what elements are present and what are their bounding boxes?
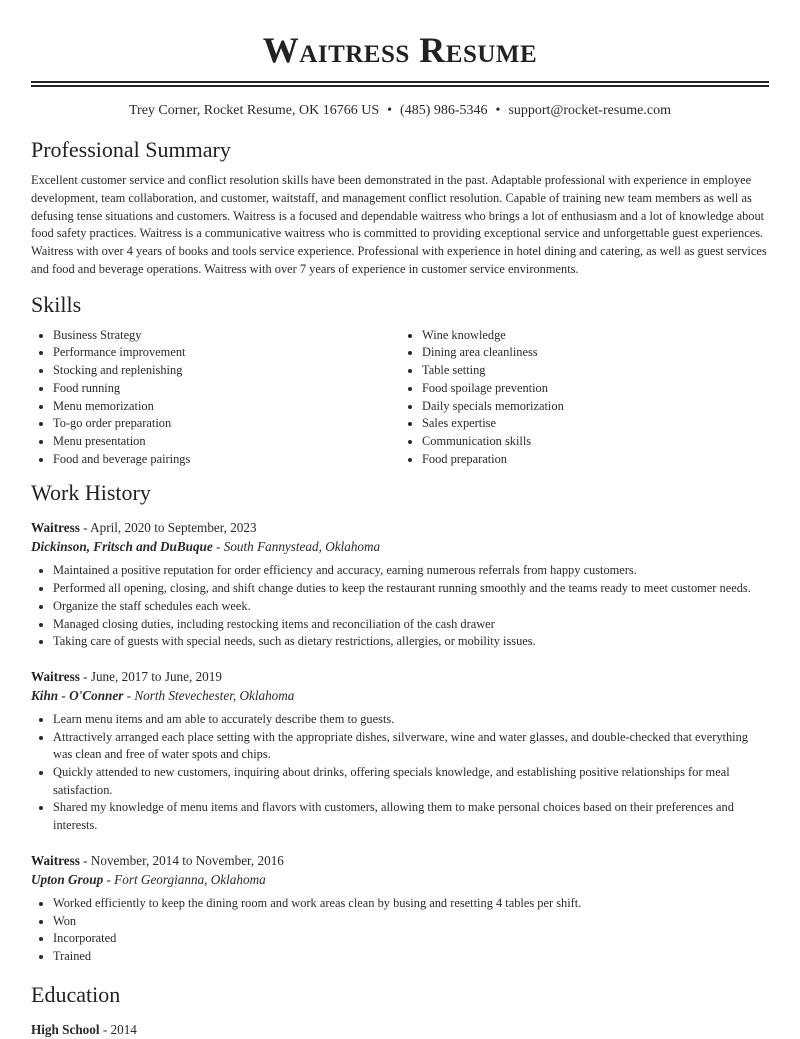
job-bullets xyxy=(31,711,769,835)
education-dates: - 2014 xyxy=(99,1021,137,1037)
skills-heading: Skills xyxy=(31,291,82,317)
skill-item: • To-go order preparation xyxy=(53,415,400,433)
job-entry xyxy=(31,667,769,835)
skill-item: • Food spoilage prevention xyxy=(422,380,769,398)
employer-location: - South Fannystead, Oklahoma xyxy=(212,539,381,555)
school-name: High School xyxy=(31,1021,100,1037)
contact-address: Trey Corner, Rocket Resume, OK 16766 US xyxy=(128,103,380,118)
job-bullet: • Incorporated xyxy=(53,930,769,948)
skill-item: • Food and beverage pairings xyxy=(53,451,400,469)
job-bullet: • Attractively arranged each place setting with the appropriate dishes, silverware, wine and water glasses, and double-checked that everything was clean and free of water spots and chips. xyxy=(53,729,769,764)
skill-item: • Daily specials memorization xyxy=(422,398,769,416)
employer-name: Upton Group xyxy=(31,871,104,887)
summary-text: Excellent customer service and conflict resolution skills have been demonstrated in the past. Adaptable professional with experience in employee development, team collaboration, and customer, waitstaff, and management conflict resolution. Capable of training new team members as well as defusing tense situations and customers. Waitress is a focused and dependable waitress who brings a lot of enthusiasm and a lot of knowledge about food safety practices. Waitress is a communicative waitress who is committed to providing exceptional service and unforgettable guest experiences. Waitress with over 4 years of books and tools service experience. Professional with experience in hotel dining and catering, as well as guest services and food and beverage operations. Waitress with over 7 years of experience in customer service environments. xyxy=(31,173,767,276)
job-bullets xyxy=(31,895,769,966)
summary-heading: Professional Summary xyxy=(31,137,231,162)
job-title: Waitress xyxy=(31,852,80,868)
contact-phone: (485) 986-5346 xyxy=(400,103,488,118)
job-bullet: • Quickly attended to new customers, inquiring about drinks, offering specials knowledge, and establishing positive relationships for meal satisfaction. xyxy=(53,764,769,799)
job-bullet: • Organize the staff schedules each week. xyxy=(53,598,769,616)
skill-item: • Table setting xyxy=(422,362,769,380)
employer-name: Dickinson, Fritsch and DuBuque xyxy=(31,539,213,555)
education-line xyxy=(31,1020,769,1039)
job-bullet: • Learn menu items and am able to accurately describe them to guests. xyxy=(53,711,769,729)
bullet-separator: • xyxy=(495,103,501,118)
job-entry xyxy=(31,518,769,651)
employer-line xyxy=(31,870,769,889)
bullet-separator: • xyxy=(387,103,393,118)
job-bullet: • Trained xyxy=(53,948,769,966)
skill-item: • Menu presentation xyxy=(53,433,400,451)
job-dates: - June, 2017 to June, 2019 xyxy=(79,668,222,684)
job-title: Waitress xyxy=(31,520,80,536)
skill-item: • Food preparation xyxy=(422,451,769,469)
skill-item: • Dining area cleanliness xyxy=(422,344,769,362)
employer-location: - Fort Georgianna, Oklahoma xyxy=(103,871,266,887)
job-bullet: • Shared my knowledge of menu items and flavors with customers, allowing them to make personal choices based on their preferences and interests. xyxy=(53,799,769,834)
job-bullet: • Won xyxy=(53,913,769,931)
job-title-line xyxy=(31,851,769,870)
title-divider-top xyxy=(31,81,769,83)
job-dates: - November, 2014 to November, 2016 xyxy=(79,852,284,868)
skill-item: • Food running xyxy=(53,380,400,398)
employer-line xyxy=(31,686,769,705)
job-bullet: • Taking care of guests with special needs, such as dietary restrictions, allergies, or mobility issues. xyxy=(53,633,769,651)
title-divider-bottom xyxy=(31,85,769,87)
skill-item: • Stocking and replenishing xyxy=(53,362,400,380)
skill-item: • Communication skills xyxy=(422,433,769,451)
education-heading: Education xyxy=(31,981,121,1007)
page-title: Waitress Resume xyxy=(262,30,538,70)
skills-columns xyxy=(31,327,769,469)
skill-item: • Performance improvement xyxy=(53,344,400,362)
job-title: Waitress xyxy=(31,668,80,684)
contact-line xyxy=(31,102,769,120)
job-dates: - April, 2020 to September, 2023 xyxy=(79,520,257,536)
skill-item: • Business Strategy xyxy=(53,327,400,345)
job-entry xyxy=(31,851,769,966)
job-bullets xyxy=(31,562,769,651)
job-bullet: • Maintained a positive reputation for order efficiency and accuracy, earning numerous referrals from happy customers. xyxy=(53,562,769,580)
contact-email: support@rocket-resume.com xyxy=(508,103,672,118)
employer-line xyxy=(31,537,769,556)
skills-list-right xyxy=(400,327,769,469)
job-bullet: • Performed all opening, closing, and shift change duties to keep the restaurant running smoothly and the teams ready to meet customer needs. xyxy=(53,580,769,598)
skills-list-left xyxy=(31,327,400,469)
skill-item: • Menu memorization xyxy=(53,398,400,416)
job-bullet: • Worked efficiently to keep the dining room and work areas clean by busing and resetting 4 tables per shift. xyxy=(53,895,769,913)
skill-item: • Wine knowledge xyxy=(422,327,769,345)
work-history-heading: Work History xyxy=(31,480,151,506)
employer-name: Kihn - O'Conner xyxy=(31,687,124,703)
job-title-line xyxy=(31,667,769,686)
job-title-line xyxy=(31,518,769,537)
skill-item: • Sales expertise xyxy=(422,415,769,433)
employer-location: - North Stevechester, Oklahoma xyxy=(123,687,295,703)
job-bullet: • Managed closing duties, including restocking items and reconciliation of the cash drawer xyxy=(53,616,769,634)
